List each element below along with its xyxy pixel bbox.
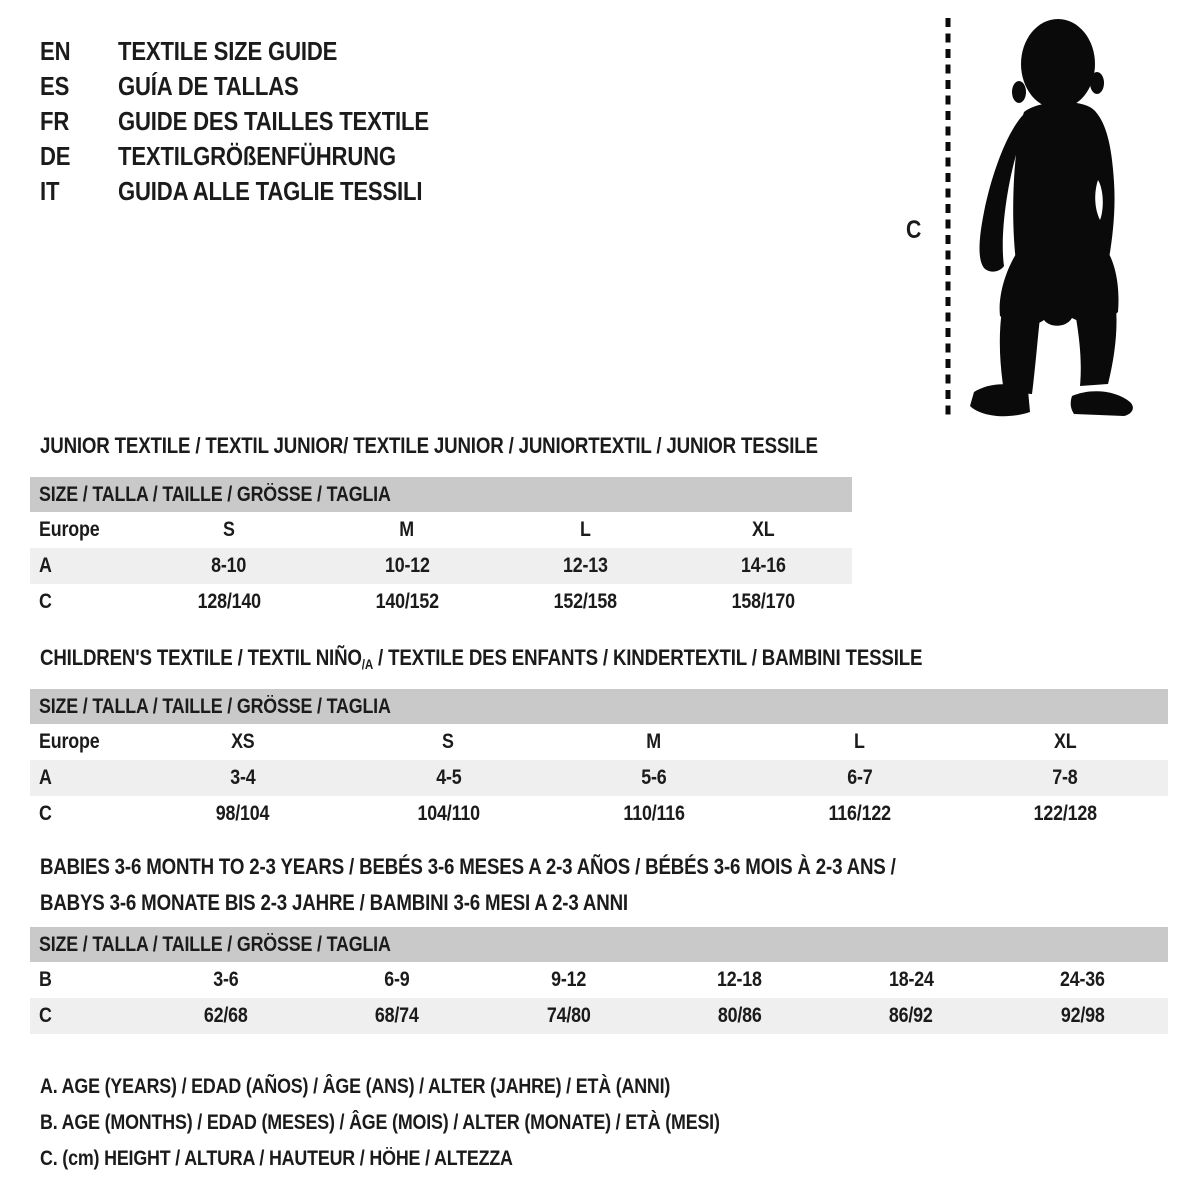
table-cell: S	[223, 518, 235, 541]
table-cell: 98/104	[216, 802, 270, 825]
language-code: EN	[40, 36, 71, 66]
babies-size-table	[30, 927, 1168, 1034]
title-subscript: /A	[361, 656, 374, 672]
table-cell: 3-4	[230, 766, 256, 789]
table-cell: M	[399, 518, 415, 541]
children-section-title: CHILDREN'S TEXTILE / TEXTIL NIÑO/A / TEXTILE DES ENFANTS / KINDERTEXTIL / BAMBINI TESSILE	[40, 645, 923, 672]
table-row-europe	[30, 512, 852, 548]
height-measure-line	[944, 16, 952, 423]
table-cell: 92/98	[1060, 1004, 1105, 1027]
junior-section-title: JUNIOR TEXTILE / TEXTIL JUNIOR/ TEXTILE JUNIOR / JUNIORTEXTIL / JUNIOR TESSILE	[40, 433, 818, 458]
table-cell: 8-10	[211, 554, 247, 577]
table-row-a	[30, 548, 852, 584]
language-code: ES	[40, 71, 70, 101]
table-cell: M	[646, 730, 662, 753]
table-cell: 7-8	[1052, 766, 1078, 789]
table-cell: 12-18	[717, 968, 763, 991]
table-cell: 104/110	[417, 802, 480, 825]
babies-section-title: BABIES 3-6 MONTH TO 2-3 YEARS / BEBÉS 3-6 MESES A 2-3 AÑOS / BÉBÉS 3-6 MOIS À 2-3 ANS / BABYS 3-6 MONATE BIS 2-3 JAHRE / BAMBINI 3-6 MESI A 2-3 ANNI	[40, 854, 896, 915]
language-label: GUÍA DE TALLAS	[118, 71, 299, 101]
table-cell: 6-9	[384, 968, 410, 991]
size-table-header: SIZE / TALLA / TAILLE / GRÖSSE / TAGLIA	[30, 477, 852, 512]
language-code: DE	[40, 141, 71, 171]
table-row-c	[30, 584, 852, 620]
table-cell: XL	[1053, 730, 1077, 753]
language-row-es	[40, 69, 484, 104]
legend-line-b: B. AGE (MONTHS) / EDAD (MESES) / ÂGE (MOIS) / ALTER (MONATE) / ETÀ (MESI)	[40, 1111, 720, 1134]
table-cell: 9-12	[550, 968, 586, 991]
table-cell: 140/152	[375, 590, 439, 613]
row-label: Europe	[39, 730, 100, 753]
table-cell: 152/158	[553, 590, 617, 613]
table-cell: 62/68	[203, 1004, 248, 1027]
table-cell: 24-36	[1059, 968, 1105, 991]
language-label: GUIDA ALLE TAGLIE TESSILI	[118, 176, 423, 206]
toddler-silhouette-image	[958, 12, 1140, 429]
table-cell: 122/128	[1033, 802, 1097, 825]
language-row-it	[40, 174, 484, 209]
table-cell: 158/170	[731, 590, 795, 613]
language-label: TEXTILE SIZE GUIDE	[118, 36, 338, 66]
table-cell: 4-5	[435, 766, 462, 789]
language-row-fr	[40, 104, 484, 139]
language-code: FR	[40, 106, 70, 136]
table-cell: 12-13	[562, 554, 608, 577]
legend-line-c: C. (cm) HEIGHT / ALTURA / HAUTEUR / HÖHE / ALTEZZA	[40, 1147, 513, 1170]
table-cell: 80/86	[717, 1004, 762, 1027]
table-cell: 3-6	[213, 968, 239, 991]
language-row-en	[40, 34, 484, 69]
table-cell: 86/92	[889, 1004, 933, 1027]
table-cell: 128/140	[197, 590, 261, 613]
language-code: IT	[40, 176, 60, 206]
row-label: A	[39, 554, 52, 577]
row-label: Europe	[39, 518, 100, 541]
table-cell: 6-7	[846, 766, 873, 789]
table-cell: 74/80	[546, 1004, 591, 1027]
size-table-header: SIZE / TALLA / TAILLE / GRÖSSE / TAGLIA	[30, 689, 1168, 724]
table-cell: 14-16	[740, 554, 786, 577]
table-cell: XS	[231, 730, 255, 753]
table-row-europe	[30, 724, 1168, 760]
table-cell: L	[854, 730, 865, 753]
table-row-c	[30, 998, 1168, 1034]
table-cell: L	[579, 518, 591, 541]
language-list	[40, 34, 484, 209]
table-cell: XL	[751, 518, 775, 541]
language-label: TEXTILGRÖßENFÜHRUNG	[118, 141, 396, 171]
language-row-de	[40, 139, 484, 174]
legend-line-a: A. AGE (YEARS) / EDAD (AÑOS) / ÂGE (ANS) / ALTER (JAHRE) / ETÀ (ANNI)	[40, 1075, 671, 1098]
measure-label-c: C	[906, 216, 922, 244]
row-label: C	[39, 1004, 52, 1027]
table-cell: 5-6	[641, 766, 667, 789]
row-label: B	[39, 968, 52, 991]
row-label: C	[39, 802, 52, 825]
table-cell: 18-24	[888, 968, 934, 991]
table-row-c	[30, 796, 1168, 832]
table-row-b	[30, 962, 1168, 998]
table-cell: 68/74	[375, 1004, 419, 1027]
size-table-header: SIZE / TALLA / TAILLE / GRÖSSE / TAGLIA	[30, 927, 1168, 962]
row-label: A	[39, 766, 52, 789]
table-cell: 10-12	[384, 554, 430, 577]
children-size-table	[30, 689, 1168, 832]
junior-size-table	[30, 477, 852, 620]
measure-legend	[40, 1069, 840, 1177]
row-label: C	[39, 590, 52, 613]
table-cell: 110/116	[623, 802, 685, 825]
table-cell: 116/122	[828, 802, 891, 825]
language-label: GUIDE DES TAILLES TEXTILE	[118, 106, 429, 136]
table-cell: S	[442, 730, 455, 753]
table-row-a	[30, 760, 1168, 796]
